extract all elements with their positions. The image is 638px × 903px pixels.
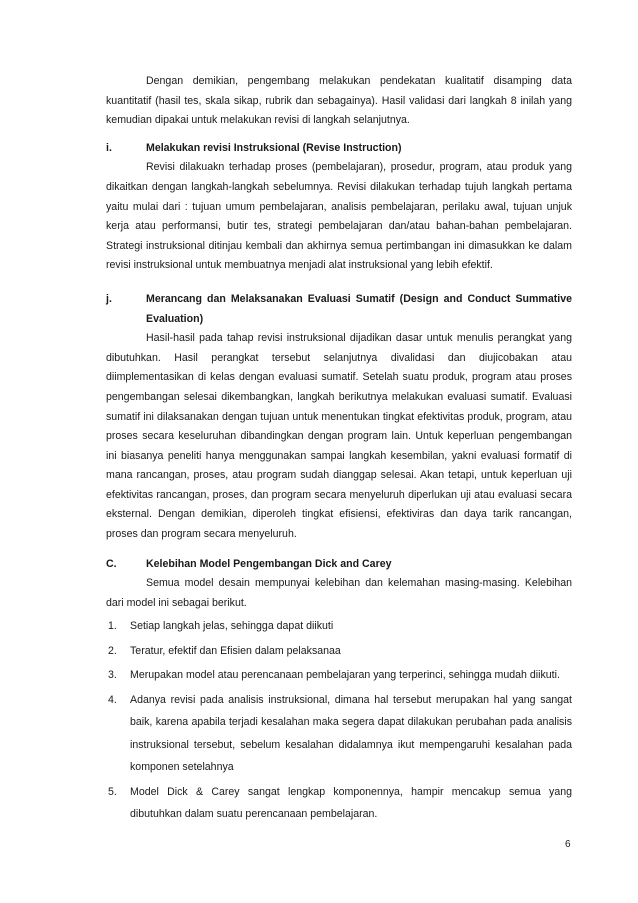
document-page <box>106 72 572 826</box>
list-item-text: Setiap langkah jelas, sehingga dapat diikuti <box>130 620 334 633</box>
list-item-text: Teratur, efektif dan Efisien dalam pelaksanaa <box>130 644 341 657</box>
section-c-heading <box>106 555 572 575</box>
section-number: i. <box>106 141 112 154</box>
list-item <box>106 781 572 826</box>
list-item <box>106 689 572 779</box>
list-item-number: 5. <box>108 785 117 798</box>
section-i-heading <box>106 139 572 159</box>
section-title: Kelebihan Model Pengembangan Dick and Carey <box>146 557 392 570</box>
section-j-heading <box>106 290 572 329</box>
list-item <box>106 615 572 638</box>
section-number: j. <box>106 292 112 305</box>
intro-paragraph: Dengan demikian, pengembang melakukan pendekatan kualitatif disamping data kuantitatif (hasil tes, skala sikap, rubrik dan sebagainya). Hasil validasi dari langkah 8 inilah yang kemudian dipakai untuk melakukan revisi di langkah selanjutnya. <box>106 75 572 127</box>
section-title: Merancang dan Melaksanakan Evaluasi Sumatif (Design and Conduct Summative Evaluation) <box>146 292 572 325</box>
list-item-number: 2. <box>108 644 117 657</box>
list-item-text: Adanya revisi pada analisis instruksional, dimana hal tersebut merupakan hal yang sangat baik, karena apabila terjadi kesalahan maka segera dapat dilakukan perubahan pada analisis instruksional tersebut, sebelum kesalahan didalamnya ikut mempengaruhi kesalahan pada komponen setelahnya <box>130 693 572 774</box>
section-j-paragraph: Hasil-hasil pada tahap revisi instruksional dijadikan dasar untuk menulis perangkat yang dibutuhkan. Hasil perangkat tersebut selanjutnya divalidasi dan diujicobakan atau diimplementasikan di kelas dengan evaluasi sumatif. Setelah suatu produk, program atau proses pengembangan selesai dikembangkan, langkah berikutnya melakukan evaluasi sumatif. Evaluasi sumatif ini dilaksanakan dengan tujuan untuk menentukan tingkat efektivitas produk, program, atau proses secara keseluruhan dibandingkan dengan program lain. Untuk keperluan pengembangan ini biasanya peneliti hanya menggunakan sampai langkah kesembilan, yakni evaluasi formatif di mana rancangan, proses, atau program sudah dianggap selesai. Akan tetapi, untuk keperluan uji efektivitas rancangan, proses, dan program secara menyeluruh diperlukan uji atau evaluasi secara eksternal. Dengan demikian, diperoleh tingkat efisiensi, efektiviras dan daya tarik rancangan, proses dan program secara menyeluruh. <box>106 332 572 541</box>
section-i-paragraph: Revisi dilakuakn terhadap proses (pembelajaran), prosedur, program, atau produk yang dikaitkan dengan langkah-langkah sebelumnya. Revisi dilakukan terhadap tujuh langkah pertama yaitu mulai dari : tujuan umum pembelajaran, analisis pembelajaran, perilaku awal, tujuan unjuk kerja atau performansi, butir tes, strategi pembelajaran dan/atau bahan-bahan pembelajaran. Strategi instruksional ditinjau kembali dan akhirnya semua pertimbangan ini dimasukkan ke dalam revisi instruksional untuk membuatnya menjadi alat instruksional yang lebih efektif. <box>106 161 572 272</box>
section-title: Melakukan revisi Instruksional (Revise Instruction) <box>146 141 402 154</box>
list-item-text: Merupakan model atau perencanaan pembelajaran yang terperinci, sehingga mudah diikuti. <box>130 669 560 682</box>
list-item-number: 1. <box>108 620 117 633</box>
section-c-paragraph: Semua model desain mempunyai kelebihan dan kelemahan masing-masing. Kelebihan dari model ini sebagai berikut. <box>106 577 572 609</box>
list-item <box>106 664 572 687</box>
list-item-text: Model Dick & Carey sangat lengkap komponennya, hampir mencakup semua yang dibutuhkan dalam suatu perencanaan pembelajaran. <box>130 785 572 821</box>
page-number: 6 <box>565 839 571 850</box>
list-item-number: 4. <box>108 693 117 706</box>
list-item-number: 3. <box>108 669 117 682</box>
advantages-list <box>106 615 572 826</box>
list-item <box>106 640 572 663</box>
section-number: C. <box>106 557 117 570</box>
